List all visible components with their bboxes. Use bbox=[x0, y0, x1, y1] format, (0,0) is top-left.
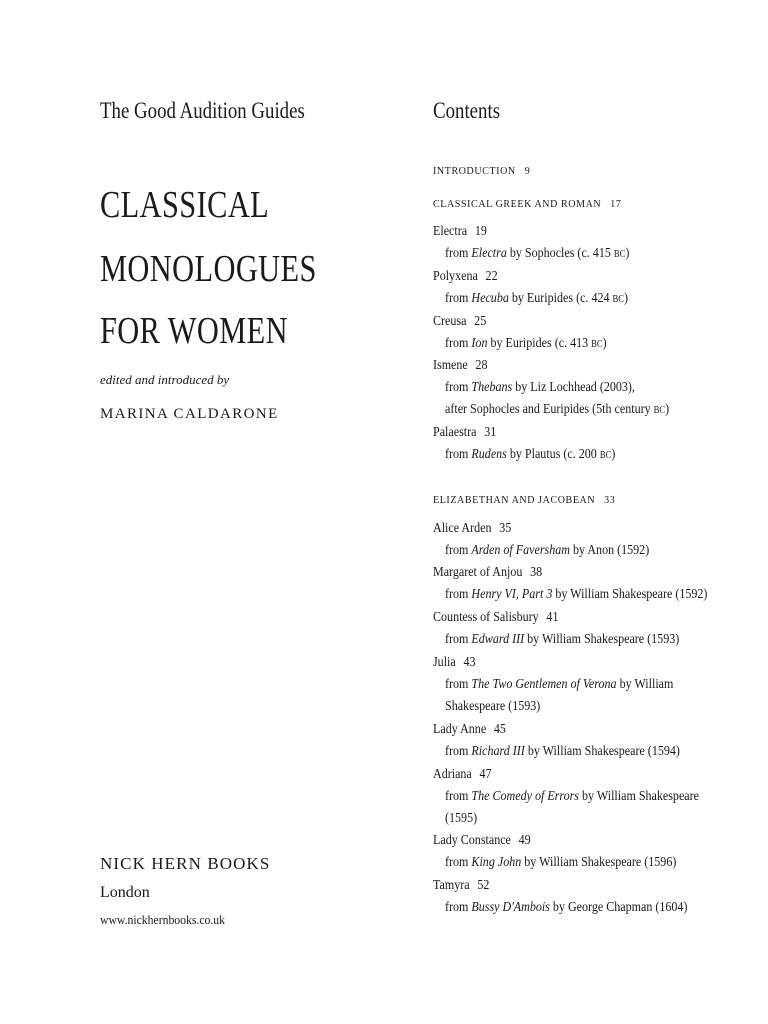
book-title-line-2: MONOLOGUES bbox=[100, 248, 317, 290]
entry-source-continued: after Sophocles and Euripides (5th century BC) bbox=[445, 402, 670, 417]
section-introduction bbox=[433, 166, 530, 177]
entry-source-continued: (1595) bbox=[445, 811, 478, 826]
entry-character: Ismene 28 bbox=[433, 358, 488, 373]
contents-heading: Contents bbox=[433, 98, 501, 123]
publisher-name: NICK HERN BOOKS bbox=[100, 854, 271, 873]
publisher-website: www.nickhernbooks.co.uk bbox=[100, 912, 226, 927]
entry-source-continued: Shakespeare (1593) bbox=[445, 699, 541, 714]
entry-source: from Thebans by Liz Lochhead (2003), bbox=[445, 380, 635, 395]
book-title-line-1: CLASSICAL bbox=[100, 184, 270, 226]
entry-source: from Ion by Euripides (c. 413 BC) bbox=[445, 336, 607, 351]
entry-source: from Richard III by William Shakespeare (1594) bbox=[445, 744, 680, 759]
entry-source: from Rudens by Plautus (c. 200 BC) bbox=[445, 447, 616, 462]
entry-source: from Bussy D'Ambois by George Chapman (1604) bbox=[445, 900, 688, 915]
entry-character: Polyxena 22 bbox=[433, 269, 498, 284]
edited-by-label: edited and introduced by bbox=[100, 372, 230, 387]
entry-character: Alice Arden 35 bbox=[433, 521, 512, 536]
book-title-line-3: FOR WOMEN bbox=[100, 310, 288, 352]
entry-source: from Electra by Sophocles (c. 415 BC) bbox=[445, 246, 630, 261]
entry-character: Countess of Salisbury 41 bbox=[433, 610, 559, 625]
section-label: CLASSICAL GREEK AND ROMAN bbox=[433, 199, 602, 210]
entry-source: from Edward III by William Shakespeare (1593) bbox=[445, 632, 680, 647]
entry-source: from Henry VI, Part 3 by William Shakespeare (1592) bbox=[445, 587, 708, 602]
entry-source: from Hecuba by Euripides (c. 424 BC) bbox=[445, 291, 629, 306]
entry-source: from King John by William Shakespeare (1596) bbox=[445, 855, 677, 870]
section-label: INTRODUCTION bbox=[433, 166, 516, 177]
editor-name: MARINA CALDARONE bbox=[100, 406, 279, 422]
section-page: 17 bbox=[610, 199, 622, 210]
entry-character: Electra 19 bbox=[433, 224, 487, 239]
entry-character: Tamyra 52 bbox=[433, 878, 490, 893]
entry-character: Lady Constance 49 bbox=[433, 833, 531, 848]
entry-character: Creusa 25 bbox=[433, 314, 487, 329]
publisher-city: London bbox=[100, 884, 150, 901]
section-elizabethan bbox=[433, 495, 615, 506]
entry-character: Lady Anne 45 bbox=[433, 722, 506, 737]
entry-source: from The Two Gentlemen of Verona by William bbox=[445, 677, 674, 692]
entry-source: from Arden of Faversham by Anon (1592) bbox=[445, 543, 650, 558]
section-page: 33 bbox=[604, 495, 616, 506]
section-greek-roman bbox=[433, 199, 621, 210]
entry-character: Margaret of Anjou 38 bbox=[433, 565, 543, 580]
entry-character: Adriana 47 bbox=[433, 767, 492, 782]
section-label: ELIZABETHAN AND JACOBEAN bbox=[433, 495, 596, 506]
section-page: 9 bbox=[524, 166, 531, 177]
entry-source: from The Comedy of Errors by William Shakespeare bbox=[445, 789, 699, 804]
entry-character: Palaestra 31 bbox=[433, 425, 497, 440]
series-name: The Good Audition Guides bbox=[100, 98, 305, 123]
entry-character: Julia 43 bbox=[433, 655, 476, 670]
